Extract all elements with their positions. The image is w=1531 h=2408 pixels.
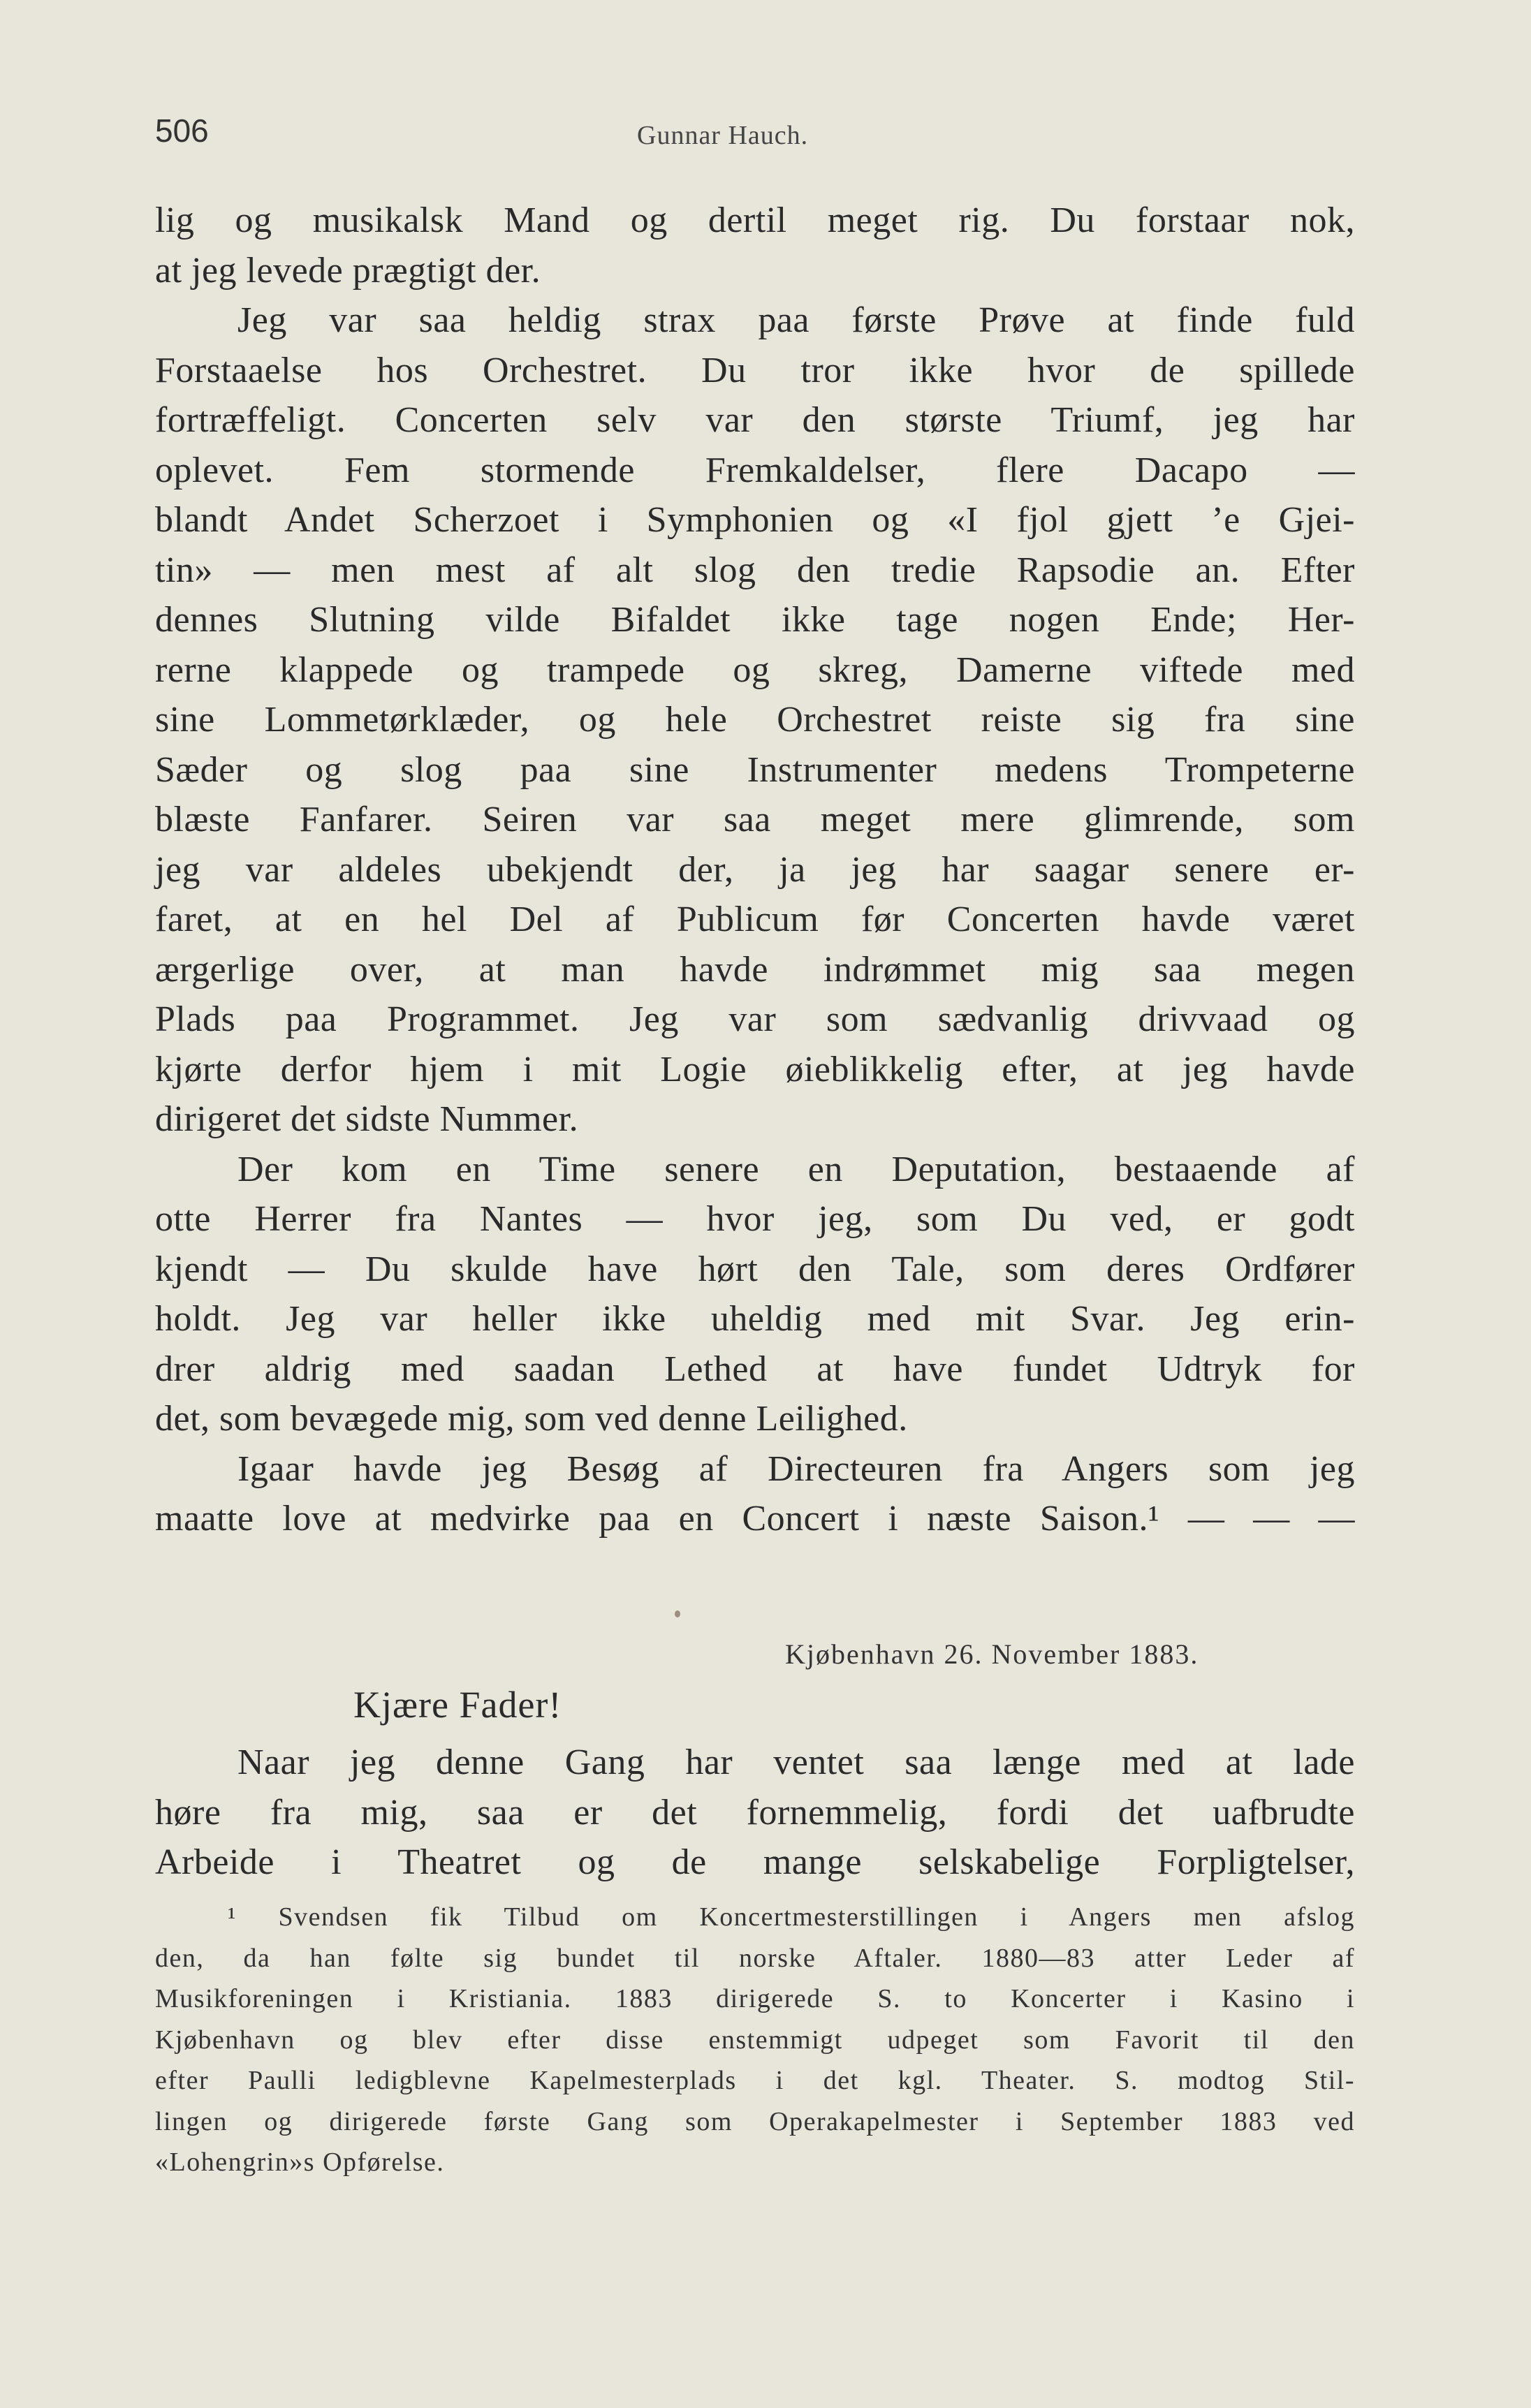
page-number: 506 [155,112,209,149]
footnote-line: lingen og dirigerede første Gang som Operakapelmester i September 1883 ved [155,2106,1355,2136]
text-line: dennes Slutning vilde Bifaldet ikke tage nogen Ende; Her- [155,600,1355,640]
text-line: Sæder og slog paa sine Instrumenter medens Trompeterne [155,749,1355,790]
text-line: kjørte derfor hjem i mit Logie øieblikkelig efter, at jeg havde [155,1049,1355,1089]
text-line: tin» — men mest af alt slog den tredie Rapsodie an. Efter [155,550,1355,590]
text-line: høre fra mig, saa er det fornemmelig, fordi det uafbrudte [155,1792,1355,1833]
text-line: Forstaaelse hos Orchestret. Du tror ikke hvor de spillede [155,350,1355,390]
text-line: rerne klappede og trampede og skreg, Damerne viftede med [155,649,1355,690]
body-text [155,196,1355,1544]
text-line: Jeg var saa heldig strax paa første Prøve at finde fuld [237,300,1355,340]
page-header [155,112,1355,154]
text-line: blandt Andet Scherzoet i Symphonien og «I fjol gjett ’e Gjei- [155,500,1355,540]
text-line: faret, at en hel Del af Publicum før Concerten havde været [155,900,1355,939]
text-line: jeg var aldeles ubekjendt der, ja jeg har saagar senere er- [155,849,1355,890]
text-line: Naar jeg denne Gang har ventet saa længe med at lade [237,1742,1355,1782]
footnote [155,1897,1355,2183]
text-line: at jeg levede prægtigt der. [155,250,541,291]
text-line: fortræffeligt. Concerten selv var den største Triumf, jeg har [155,400,1355,440]
text-line: det, som bevægede mig, som ved denne Leilighed. [155,1399,908,1439]
text-line: Der kom en Time senere en Deputation, bestaaende af [237,1149,1355,1189]
text-line: sine Lommetørklæder, og hele Orchestret reiste sig fra sine [155,700,1355,740]
text-line: lig og musikalsk Mand og dertil meget rig. Du forstaar nok, [155,200,1355,240]
text-line: maatte love at medvirke paa en Concert i næste Saison.¹ — — — [155,1499,1355,1539]
letter-dateline: Kjøbenhavn 26. November 1883. [785,1638,1199,1670]
letter-salutation: Kjære Fader! [353,1684,562,1726]
text-line: Igaar havde jeg Besøg af Directeuren fra Angers som jeg [237,1448,1355,1489]
text-line: oplevet. Fem stormende Fremkaldelser, flere Dacapo — [155,450,1355,490]
running-head: Gunnar Hauch. [637,121,809,150]
footnote-line: ¹ Svendsen fik Tilbud om Koncertmesterstillingen i Angers men afslog [228,1902,1355,1932]
letter-text [155,1738,1355,1888]
text-line: otte Herrer fra Nantes — hvor jeg, som Du ved, er godt [155,1199,1355,1239]
text-line: ærgerlige over, at man havde indrømmet mig saa megen [155,949,1355,990]
text-line: Plads paa Programmet. Jeg var som sædvanlig drivvaad og [155,999,1355,1039]
text-line: dirigeret det sidste Nummer. [155,1099,579,1139]
paper-speck [675,1610,680,1617]
text-line: blæste Fanfarer. Seiren var saa meget mere glimrende, som [155,800,1355,839]
footnote-line: Kjøbenhavn og blev efter disse enstemmigt udpeget som Favorit til den [155,2025,1355,2055]
footnote-line: «Lohengrin»s Opførelse. [155,2148,445,2177]
footnote-line: den, da han følte sig bundet til norske Aftaler. 1880—83 atter Leder af [155,1943,1355,1973]
text-line: Arbeide i Theatret og de mange selskabelige Forpligtelser, [155,1842,1355,1882]
text-line: holdt. Jeg var heller ikke uheldig med mit Svar. Jeg erin- [155,1299,1355,1339]
footnote-line: efter Paulli ledigblevne Kapelmesterplads i det kgl. Theater. S. modtog Stil- [155,2066,1355,2095]
footnote-line: Musikforeningen i Kristiania. 1883 dirigerede S. to Koncerter i Kasino i [155,1984,1355,2013]
text-line: drer aldrig med saadan Lethed at have fundet Udtryk for [155,1349,1355,1389]
text-line: kjendt — Du skulde have hørt den Tale, som deres Ordfører [155,1249,1355,1289]
